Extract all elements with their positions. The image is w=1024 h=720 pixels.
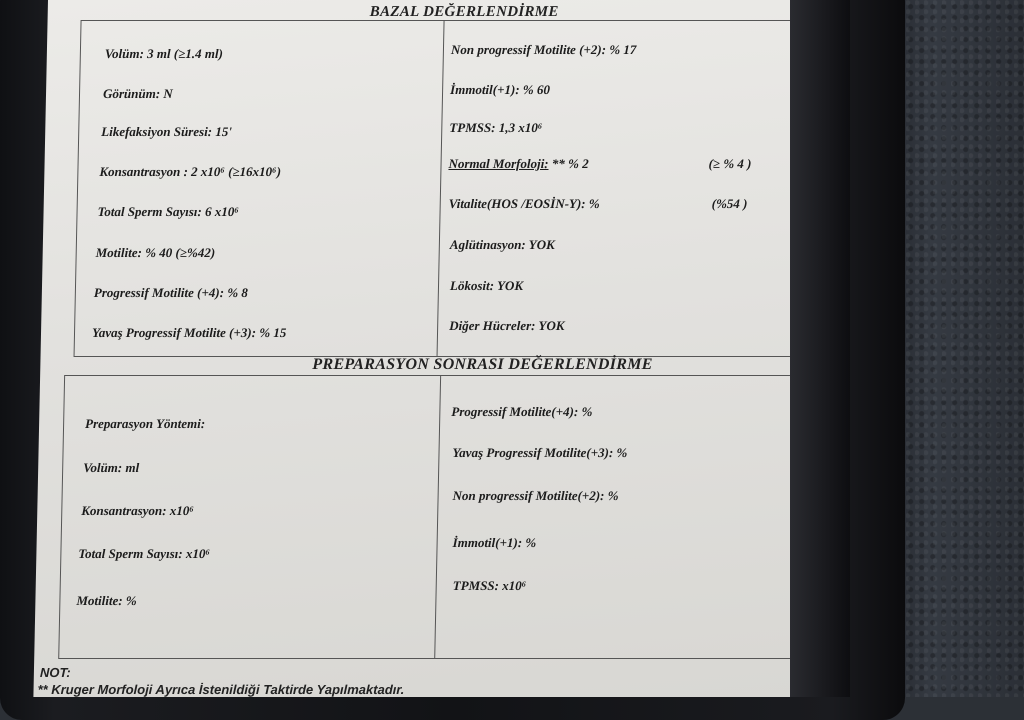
basal-slow-progressive: Yavaş Progressif Motilite (+3): % 15	[91, 325, 287, 340]
preparation-title: PREPARASYON SONRASI DEĞERLENDİRME	[312, 356, 653, 373]
basal-title: BAZAL DEĞERLENDİRME	[369, 4, 559, 20]
document-screen	[33, 0, 848, 697]
basal-motility: Motilite: % 40 (≥%42)	[95, 245, 216, 260]
basal-immotile: İmmotil(+1): % 60	[449, 82, 551, 97]
note-label: NOT:	[39, 665, 71, 680]
prep-volume: Volüm: ml	[83, 460, 140, 475]
basal-tpmss: TPMSS: 1,3 x10⁶	[449, 120, 543, 135]
basal-appearance: Görünüm: N	[102, 86, 173, 101]
prep-concentration: Konsantrasyon: x10⁶	[81, 503, 194, 518]
basal-concentration: Konsantrasyon : 2 x10⁶ (≥16x10⁶)	[99, 164, 282, 179]
prep-tpmss: TPMSS: x10⁶	[452, 578, 527, 593]
prep-non-progressive: Non progressif Motilite(+2): %	[452, 488, 619, 503]
basal-vitality: Vitalite(HOS /EOSİN-Y): %	[448, 196, 600, 211]
vitality-ref: (%54 )	[711, 196, 748, 211]
basal-leukocyte: Lökosit: YOK	[449, 278, 524, 293]
normal-morphology-value: ** % 2	[551, 156, 589, 171]
phone-bezel-right	[790, 0, 850, 697]
basal-volume: Volüm: 3 ml (≥1.4 ml)	[104, 46, 224, 61]
basal-normal-morphology	[448, 156, 588, 172]
prep-progressive: Progressif Motilite(+4): %	[451, 404, 593, 419]
normal-morphology-ref: (≥ % 4 )	[708, 156, 752, 171]
note-line-1: ** Kruger Morfoloji Ayrıca İstenildiği Taktirde Yapılmaktadır.	[37, 682, 405, 697]
prep-motility: Motilite: %	[76, 593, 137, 608]
prep-total-sperm: Total Sperm Sayısı: x10⁶	[78, 546, 211, 561]
basal-other-cells: Diğer Hücreler: YOK	[449, 318, 565, 333]
prep-slow-progressive: Yavaş Progressif Motilite(+3): %	[452, 445, 628, 460]
basal-progressive-motility: Progressif Motilite (+4): % 8	[93, 285, 249, 300]
normal-morphology-label: Normal Morfoloji:	[448, 156, 549, 171]
prep-immotile: İmmotil(+1): %	[452, 535, 537, 550]
basal-total-sperm: Total Sperm Sayısı: 6 x10⁶	[97, 204, 240, 219]
basal-liquefaction: Likefaksiyon Süresi: 15'	[101, 124, 233, 139]
prep-method: Preparasyon Yöntemi:	[84, 416, 206, 431]
basal-non-progressive: Non progressif Motilite (+2): % 17	[450, 42, 637, 57]
basal-agglutination: Aglütinasyon: YOK	[449, 237, 555, 252]
